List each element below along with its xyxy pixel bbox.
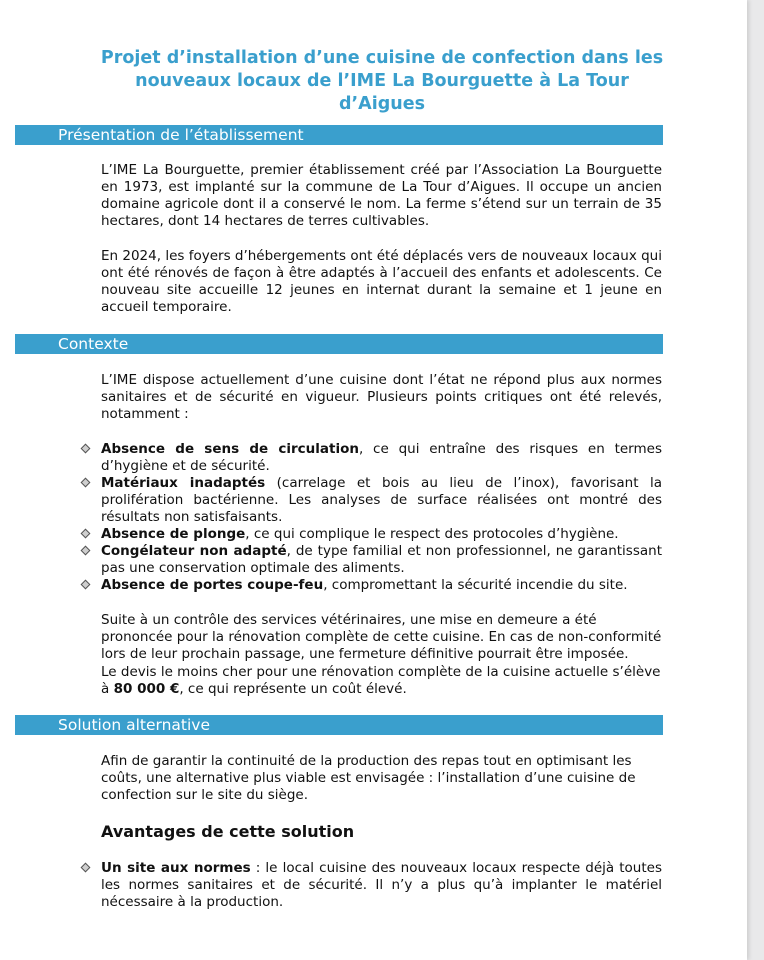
diamond-bullet-icon [81,863,90,872]
contexte-paragraph-suite: Suite à un contrôle des services vétérinaires, une mise en demeure a été prononcée pour la rénovation complète de cette cuisine. En cas de non-conformité lors de leur prochain passage, une fermeture définitive pourrait être imposée. [101,612,662,662]
diamond-bullet-icon [81,529,90,538]
contexte-bullet-list [101,441,662,594]
diamond-bullet-icon [81,580,90,589]
bullet-bold: Absence de plonge [101,526,246,542]
section-heading-solution [15,715,663,735]
bullet-text: , de type familial et non professionnel, ne garantissant pas une conservation optimale des aliments. [101,543,662,576]
devis-text-a: Le devis le moins cher pour une rénovation complète de la cuisine actuelle s’élève à [101,664,661,697]
section-heading-contexte-label: Contexte [58,335,129,353]
title-line-1: Projet d’installation d’une cuisine de confection dans les [100,48,664,68]
devis-amount: 80 000 € [113,681,180,697]
bullet-bold: Un site aux normes [101,860,251,876]
list-item [101,441,662,475]
bullet-text: (carrelage et bois au lieu de l’inox), favorisant la prolifération bactérienne. Les analyses de surface réalisées ont montré des résultats non satisfaisants. [101,475,662,525]
bullet-bold: Absence de portes coupe-feu [101,577,324,593]
list-item [101,577,662,594]
diamond-bullet-icon [81,444,90,453]
devis-text-b: , ce qui représente un coût élevé. [179,681,407,697]
contexte-paragraph-devis [101,664,662,698]
bullet-text: , ce qui complique le respect des protocoles d’hygiène. [245,526,619,542]
bullet-bold: Absence de sens de circulation [101,441,359,457]
presentation-paragraph-2: En 2024, les foyers d’hébergements ont été déplacés vers de nouveaux locaux qui ont été rénovés de façon à être adaptés à l’accueil des enfants et adolescents. Ce nouveau site accueille 12 jeunes en internat durant la semaine et 1 jeune en accueil temporaire. [101,248,662,315]
list-item [101,526,662,543]
list-item [101,543,662,577]
diamond-bullet-icon [81,546,90,555]
solution-paragraph-1: Afin de garantir la continuité de la production des repas tout en optimisant les coûts, une alternative plus viable est envisagée : l’installation d’une cuisine de confection sur le site du siège. [101,753,636,803]
contexte-intro: L’IME dispose actuellement d’une cuisine dont l’état ne répond plus aux normes sanitaires et de sécurité en vigueur. Plusieurs points critiques ont été relevés, notamment : [101,372,662,422]
section-heading-presentation-label: Présentation de l’établissement [58,126,304,144]
diamond-bullet-icon [81,478,90,487]
bullet-text: , compromettant la sécurité incendie du site. [323,577,628,593]
list-item [101,475,662,526]
bullet-bold: Congélateur non adapté [101,543,287,559]
bullet-text: : le local cuisine des nouveaux locaux respecte déjà toutes les normes sanitaires et de sécurité. Il n’y a plus qu’à implanter le matériel nécessaire à la production. [101,860,662,910]
section-heading-solution-label: Solution alternative [58,716,211,734]
list-item [101,860,662,911]
section-heading-presentation [15,125,663,145]
solution-subheading: Avantages de cette solution [101,822,355,841]
bullet-bold: Matériaux inadaptés [101,475,266,491]
bullet-text: , ce qui entraîne des risques en termes d’hygiène et de sécurité. [101,441,662,474]
presentation-paragraph-1: L’IME La Bourguette, premier établissement créé par l’Association La Bourguette en 1973, est implanté sur la commune de La Tour d’Aigues. Il occupe un ancien domaine agricole dont il a conservé le nom. La ferme s’étend sur un terrain de 35 hectares, dont 14 hectares de terres cultivables. [101,162,662,229]
title-line-2: nouveaux locaux de l’IME La Bourguette à La Tour d’Aigues [135,71,629,114]
document-title [90,47,674,116]
solution-bullet-list [101,860,662,911]
section-heading-contexte [15,334,663,354]
